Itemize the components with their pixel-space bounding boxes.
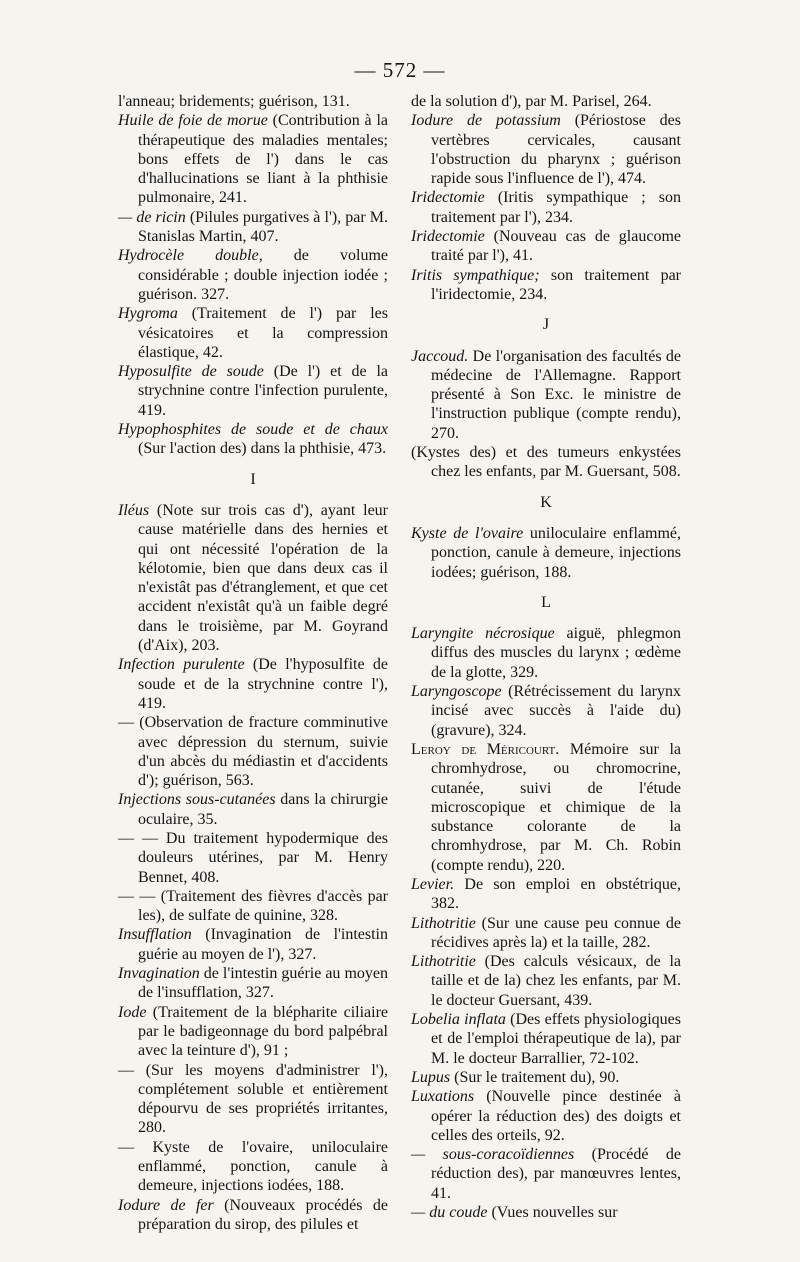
index-term: — de ricin: [118, 208, 186, 226]
index-entry: [411, 1145, 681, 1203]
index-entry: [118, 362, 388, 420]
index-entry-text: (Traitement de la blépharite ciliaire par le badigeonnage du bord palpébral avec la teinture d'), 91 ;: [138, 1003, 388, 1060]
index-entry: [118, 246, 388, 304]
right-column: [411, 92, 681, 1222]
index-entry-text: son traitement par l'iridectomie, 234.: [431, 266, 681, 303]
index-term: — sous-coracoïdiennes: [411, 1146, 575, 1164]
index-entry-text: (Vues nouvelles sur: [487, 1204, 618, 1222]
index-term: Injections sous-cutanées: [118, 791, 276, 809]
index-entry: [118, 1003, 388, 1061]
index-entry: [411, 266, 681, 305]
index-term: Laryngite nécrosique: [411, 625, 555, 643]
index-term: Iritis sympathique;: [411, 266, 540, 284]
index-term: Lobelia inflata: [411, 1011, 506, 1029]
index-entry-text: — — Du traitement hypodermique des douleurs utérines, par M. Henry Bennet, 408.: [118, 829, 388, 886]
index-entry-text: (Nouvelle pince destinée à opérer la réduction des) des doigts et celles des orteils, 92.: [431, 1088, 681, 1144]
index-entry-text: (Des calculs vésicaux, de la taille et de la) chez les enfants, par M. le docteur Guersant, 439.: [431, 953, 681, 1009]
index-term: Laryngoscope: [411, 683, 502, 701]
index-entry-text: (Contribution à la thérapeutique des maladies mentales; bons effets de l') dans le cas d'hallucinations se liant à la phthisie pulmonaire, 241.: [138, 112, 389, 207]
index-term: Insufflation: [118, 926, 192, 944]
index-entry: [118, 304, 388, 362]
index-entry: [118, 208, 388, 247]
index-entry: [411, 624, 681, 682]
index-entry: [411, 92, 681, 111]
index-term: Iridectomie: [411, 228, 485, 246]
index-entry: [118, 655, 388, 713]
index-entry: [411, 1010, 681, 1068]
index-entry-text: (Sur le traitement du), 90.: [450, 1068, 620, 1086]
index-entry-text: (Périostose des vertèbres cervicales, causant l'obstruction du pharynx ; guérison rapide sous l'influence de l'), 474.: [431, 112, 681, 188]
index-entry: [411, 347, 681, 443]
index-term: Hydrocèle double,: [118, 247, 263, 265]
index-term: Huile de foie de morue: [118, 112, 268, 130]
index-entry-text: l'anneau; bridements; guérison, 131.: [118, 93, 350, 110]
index-entry: [118, 713, 388, 790]
index-term: Iridectomie: [411, 189, 485, 207]
index-term: Iodure de fer: [118, 1196, 214, 1214]
section-letter: L: [541, 593, 551, 611]
index-entry-text: aiguë, phlegmon diffus des muscles du larynx ; œdème de la glotte, 329.: [431, 625, 681, 681]
index-entry-text: (Sur une cause peu connue de récidives après la) et la taille, 282.: [431, 914, 681, 951]
index-entry: [118, 1196, 388, 1235]
index-entry-text: (Procédé de réduction des), par manœuvres lentes, 41.: [431, 1146, 681, 1202]
index-entry-text: (Sur l'action des) dans la phthisie, 473.: [138, 440, 387, 458]
index-entry-text: (Rétrécissement du larynx incisé avec succès à l'aide du) (gravure), 324.: [431, 683, 681, 739]
index-entry-text: De l'organisation des facultés de médecine de l'Allemagne. Rapport présenté à Son Exc. le ministre de l'instruction publique (compte rendu), 270.: [431, 347, 681, 442]
section-letter: J: [542, 316, 550, 334]
index-term: Levier.: [411, 875, 455, 893]
index-entry-text: Mémoire sur la chromhydrose, ou chromocrine, cutanée, suivi de l'étude microscopique et chimique de la substance colorante de la chromhydrose, par M. Ch. Robin (compte rendu), 220.: [431, 740, 681, 874]
index-term: Leroy de Méricourt.: [411, 740, 560, 758]
index-entry: [118, 829, 388, 887]
index-term: Iléus: [118, 501, 150, 519]
index-entry-text: (Kystes des) et des tumeurs enkystées chez les enfants, par M. Guersant, 508.: [411, 444, 681, 481]
index-entry-text: (Iritis sympathique ; son traitement par l'), 234.: [431, 189, 681, 226]
index-entry-text: — Kyste de l'ovaire, uniloculaire enflammé, ponction, canule à demeure, injections iodées, 188.: [118, 1138, 388, 1195]
index-term: Iode: [118, 1003, 147, 1021]
index-entry-text: — (Observation de fracture comminutive avec dépression du sternum, suivie d'un abcès du médiastin et d'accidents d'); guérison, 563.: [118, 714, 388, 790]
index-entry-text: de l'intestin guérie au moyen de l'insufflation, 327.: [138, 965, 388, 1002]
index-entry: [118, 92, 388, 111]
page-number: — 572 —: [354, 58, 446, 82]
index-term: Kyste de l'ovaire: [411, 524, 524, 542]
index-entry: [118, 964, 388, 1003]
index-entry: [411, 740, 681, 875]
index-term: Lupus: [411, 1068, 451, 1086]
index-entry: [118, 1061, 388, 1138]
index-term: Iodure de potassium: [411, 112, 561, 130]
index-entry-text: (Invagination de l'intestin guérie au moyen de l'), 327.: [138, 926, 388, 963]
index-entry-text: (De l') et de la strychnine contre l'infection purulente, 419.: [138, 363, 388, 419]
index-term: Hypophosphites de soude et de chaux: [118, 421, 388, 439]
index-entry-text: dans la chirurgie oculaire, 35.: [138, 791, 388, 828]
index-entry: [411, 682, 681, 740]
index-term: Lithotritie: [411, 953, 476, 971]
index-entry: [411, 1203, 681, 1222]
index-term: Lithotritie: [411, 914, 476, 932]
index-entry-text: (Des effets physiologiques et de l'emploi thérapeutique de la), par M. le docteur Barrallier, 72-102.: [431, 1011, 682, 1067]
index-entry-text: (Note sur trois cas d'), ayant leur cause matérielle dans des hernies et qui ont nécessité l'opération de la kélotomie, bien que dans deux cas il n'existât pas d'étranglement, et que cet accident n'existât qu'à un faible degré dans le troisième, par M. Goyrand (d'Aix), 203.: [138, 501, 388, 655]
section-letter: I: [250, 470, 256, 488]
index-entry-text: de la solution d'), par M. Parisel, 264.: [411, 93, 652, 110]
index-entry: [411, 524, 681, 582]
index-entry: [411, 875, 681, 914]
index-entry: [411, 188, 681, 227]
index-entry-text: uniloculaire enflammé, ponction, canule à demeure, injections iodées; guérison, 188.: [431, 524, 681, 581]
index-entry: [118, 887, 388, 926]
left-column: [118, 92, 388, 1234]
index-entry-text: — (Sur les moyens d'administrer l'), complétement soluble et entièrement dépourvu de ses propriétés irritantes, 280.: [118, 1061, 388, 1137]
index-term: Hyposulfite de soude: [118, 363, 264, 381]
section-letter: K: [540, 493, 552, 511]
index-entry-text: (Nouveau cas de glaucome traité par l'), 41.: [431, 228, 681, 265]
index-entry-text: (Nouveaux procédés de préparation du sirop, des pilules et: [138, 1196, 389, 1233]
index-entry: [411, 1087, 681, 1145]
index-entry: [118, 790, 388, 829]
index-entry: [118, 501, 388, 655]
index-entry: [411, 111, 681, 188]
index-entry-text: de volume considérable ; double injection iodée ; guérison. 327.: [138, 247, 389, 303]
index-entry: [118, 420, 388, 459]
index-entry: [411, 914, 681, 953]
index-term: Jaccoud.: [411, 347, 469, 365]
index-term: Hygroma: [118, 305, 178, 323]
index-entry: [411, 1068, 681, 1087]
index-entry-text: (Pilules purgatives à l'), par M. Stanislas Martin, 407.: [138, 208, 388, 246]
index-entry: [118, 1138, 388, 1196]
index-entry: [411, 952, 681, 1010]
index-entry-text: De son emploi en obstétrique, 382.: [431, 875, 681, 913]
index-term: Invagination: [118, 965, 200, 983]
index-term: — du coude: [411, 1204, 488, 1222]
index-entry-text: (De l'hyposulfite de soude et de la strychnine contre l'), 419.: [138, 656, 389, 712]
index-entry-text: (Traitement de l') par les vésicatoires et la compression élastique, 42.: [138, 305, 388, 361]
index-entry: [411, 227, 681, 266]
index-entry-text: — — (Traitement des fièvres d'accès par les), de sulfate de quinine, 328.: [118, 887, 388, 925]
index-term: Infection purulente: [118, 656, 245, 674]
index-entry: [118, 111, 388, 207]
index-entry: [411, 443, 681, 482]
index-term: Luxations: [411, 1088, 475, 1106]
index-entry: [118, 925, 388, 964]
